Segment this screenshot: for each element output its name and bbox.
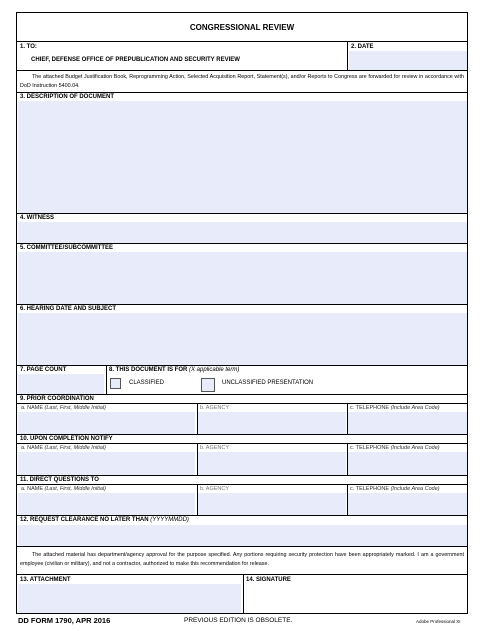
page-count-row [17,366,467,395]
direct-questions-label: 11. DIRECT QUESTIONS TO [20,477,99,483]
attachment-label: 13. ATTACHMENT [20,577,71,583]
hearing-label: 6. HEARING DATE AND SUBJECT [20,306,117,312]
prior-telephone-field[interactable] [348,412,467,434]
witness-label: 4. WITNESS [20,215,55,221]
classified-checkbox[interactable] [110,378,121,389]
upon-telephone-label: c. TELEPHONE (Include Area Code) [350,445,440,451]
page-count-label: 7. PAGE COUNT [20,367,67,373]
upon-completion-header [17,435,467,444]
upon-telephone-field[interactable] [348,452,467,475]
prior-name-label: a. NAME (Last, First, Middle Initial) [21,405,106,411]
document-for-hint: (X applicable term) [189,367,240,373]
title-row [17,13,467,42]
prior-coordination-row [17,404,467,435]
prior-coordination-header [17,395,467,404]
clearance-row [17,516,467,547]
approval-row [17,547,467,575]
date-field[interactable] [349,51,467,70]
date-label: 2. DATE [351,44,374,50]
form-number: DD FORM 1790, APR 2016 [18,616,111,625]
clearance-label: 12. REQUEST CLEARANCE NO LATER THAN (YYYYMMDD) [20,517,189,523]
clearance-field[interactable] [18,525,467,546]
attachment-signature-row [17,575,467,613]
prior-agency-label: b. AGENCY [200,405,230,411]
signature-field[interactable] [244,584,467,613]
prior-name-field[interactable] [18,412,195,434]
direct-questions-row [17,485,467,516]
hearing-field[interactable] [18,313,467,365]
upon-completion-row [17,444,467,476]
to-date-row [17,42,467,71]
upon-agency-field[interactable] [198,452,346,475]
witness-row [17,214,467,244]
upon-name-label: a. NAME (Last, First, Middle Initial) [21,445,106,451]
congressional-review-form [16,12,468,614]
document-for-label [109,367,239,374]
committee-label: 5. COMMITTEE/SUBCOMMITTEE [20,245,113,251]
upon-agency-label: b. AGENCY [200,445,230,451]
document-for-label-text: 8. THIS DOCUMENT IS FOR [109,367,188,373]
form-title: CONGRESSIONAL REVIEW [189,23,295,32]
intro-row [17,71,467,93]
upon-completion-label: 10. UPON COMPLETION NOTIFY [20,436,113,442]
direct-questions-header [17,476,467,485]
signature-label: 14. SIGNATURE [246,577,291,583]
classified-label: CLASSIFIED [129,380,165,386]
edition-note: PREVIOUS EDITION IS OBSOLETE. [184,617,293,624]
direct-telephone-label: c. TELEPHONE (Include Area Code) [350,486,440,492]
software-note: Adobe Professional XI [416,619,461,624]
intro-text: The attached Budget Justification Book, Reprogramming Action, Selected Acquisition Report, Statement(s), and/or Reports to Congress are forwarded for review in accordance with DoD Instruction 5400.04. [20,74,464,89]
committee-field[interactable] [18,252,467,304]
committee-row [17,244,467,305]
to-label: 1. TO: [20,44,37,50]
description-field[interactable] [18,101,467,213]
prior-agency-field[interactable] [198,412,346,434]
description-label: 3. DESCRIPTION OF DOCUMENT [20,94,115,100]
witness-field[interactable] [18,222,467,243]
upon-name-field[interactable] [18,452,195,475]
attachment-field[interactable] [18,584,241,613]
prior-coordination-label: 9. PRIOR COORDINATION [20,396,94,402]
approval-text: The attached material has department/agency approval for the purpose specified. Any portions requiring security protection have been appropriately marked. I am a government employee (civilian or military), and not a contractor, authorized to make this recommendation for release. [20,552,464,567]
hearing-row [17,305,467,366]
direct-agency-field[interactable] [198,493,346,515]
page-count-field[interactable] [18,374,104,394]
direct-name-label: a. NAME (Last, First, Middle Initial) [21,486,106,492]
unclassified-label: UNCLASSIFIED PRESENTATION [222,380,314,386]
direct-name-field[interactable] [18,493,195,515]
unclassified-checkbox[interactable] [201,378,215,392]
to-value: CHIEF, DEFENSE OFFICE OF PREPUBLICATION AND SECURITY REVIEW [31,57,240,63]
direct-telephone-field[interactable] [348,493,467,515]
direct-agency-label: b. AGENCY [200,486,230,492]
description-row [17,93,467,214]
prior-telephone-label: c. TELEPHONE (Include Area Code) [350,405,440,411]
